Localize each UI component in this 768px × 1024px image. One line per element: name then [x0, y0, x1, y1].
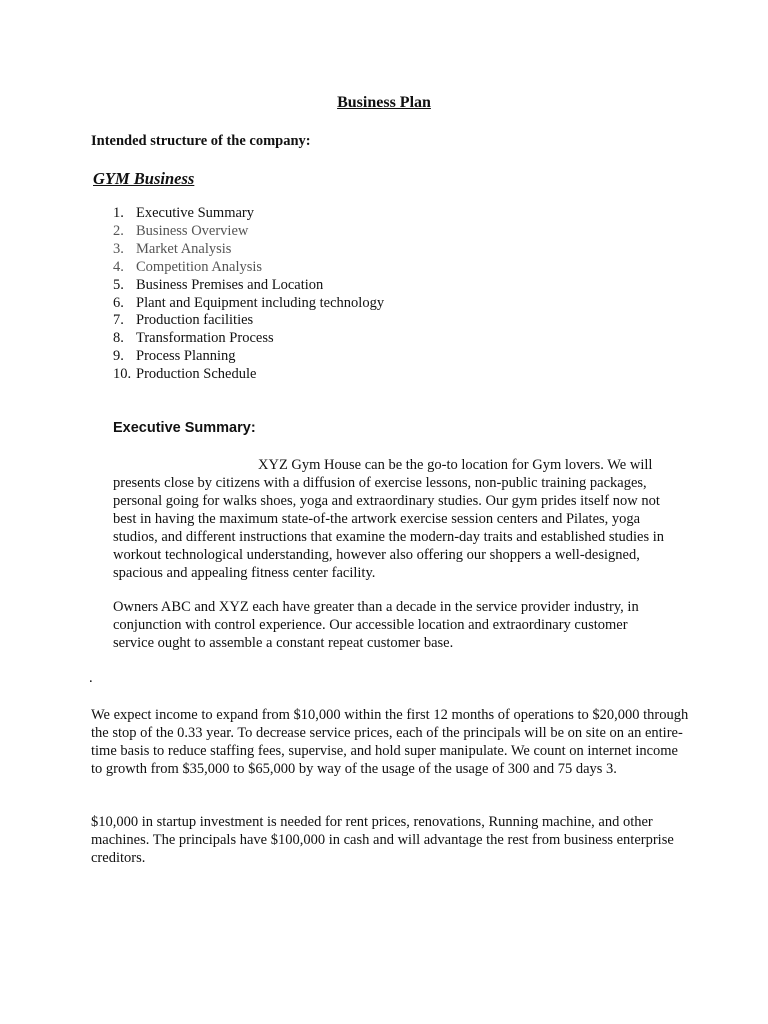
toc-item-label: Competition Analysis: [136, 258, 263, 275]
toc-item-number: 9.: [113, 348, 124, 365]
toc-item: [113, 330, 384, 348]
executive-summary-paragraph-1: [113, 456, 683, 582]
income-paragraph: We expect income to expand from $10,000 within the first 12 months of operations to $20,000 through the stop of the 0.33 year. To decrease service prices, each of the principals will be on site on an entire-time basis to reduce staffing fees, supervise, and hold super manipulate. We count on internet income to growth from $35,000 to $65,000 by way of the usage of the usage of 300 and 75 days 3.: [91, 707, 689, 777]
toc-item-number: 7.: [113, 312, 124, 329]
toc-item: [113, 223, 384, 241]
toc-item: [113, 366, 384, 384]
toc-item: [113, 348, 384, 366]
toc-item-label: Executive Summary: [136, 205, 254, 221]
toc-item-number: 3.: [113, 240, 124, 257]
toc-item-number: 10.: [113, 366, 132, 383]
toc-item-label: Market Analysis: [136, 240, 232, 257]
toc-item-label: Process Planning: [136, 348, 236, 365]
toc-item-number: 1.: [113, 205, 124, 221]
paragraph-1-text: XYZ Gym House can be the go-to location for Gym lovers. We will presents close by citizens with a diffusion of exercise lessons, non-public training packages, personal going for walks shoes, yoga and extraordinary studies. Our gym prides itself now not best in having the maximum state-of-the artwork exercise session centers and Pilates, yoga studios, and different instructions that examine the modern-day traits and established studies in workout technological understanding, however also offering our shoppers a well-designed, spacious and appealing fitness center facility.: [113, 457, 665, 581]
investment-paragraph: $10,000 in startup investment is needed for rent prices, renovations, Running machine, and other machines. The principals have $100,000 in cash and will advantage the rest from business enterprise creditors.: [91, 814, 674, 866]
toc-item-number: 4.: [113, 258, 124, 275]
toc-item-label: Production facilities: [136, 312, 254, 329]
table-of-contents: [113, 205, 384, 384]
toc-item-number: 5.: [113, 276, 124, 293]
toc-item: [113, 295, 384, 313]
toc-item-label: Business Premises and Location: [136, 276, 324, 293]
separator-dot: .: [89, 670, 93, 686]
structure-heading: Intended structure of the company:: [91, 133, 311, 149]
toc-item-label: Business Overview: [136, 222, 249, 239]
toc-item: [113, 241, 384, 259]
toc-item: [113, 259, 384, 277]
document-title: Business Plan: [337, 94, 431, 111]
business-name-heading: GYM Business: [93, 169, 195, 188]
toc-item: [113, 312, 384, 330]
toc-item-number: 2.: [113, 222, 124, 239]
toc-item-number: 6.: [113, 294, 124, 311]
executive-summary-heading: Executive Summary:: [113, 420, 256, 436]
executive-summary-paragraph-2: Owners ABC and XYZ each have greater than a decade in the service provider industry, in conjunction with control experience. Our accessible location and extraordinary customer service ought to assemble a constant repeat customer base.: [113, 599, 639, 651]
toc-item: [113, 277, 384, 295]
toc-item-label: Plant and Equipment including technology: [136, 294, 385, 311]
toc-item: [113, 205, 384, 223]
toc-item-label: Production Schedule: [136, 366, 257, 383]
toc-item-number: 8.: [113, 330, 124, 347]
toc-item-label: Transformation Process: [136, 330, 274, 347]
